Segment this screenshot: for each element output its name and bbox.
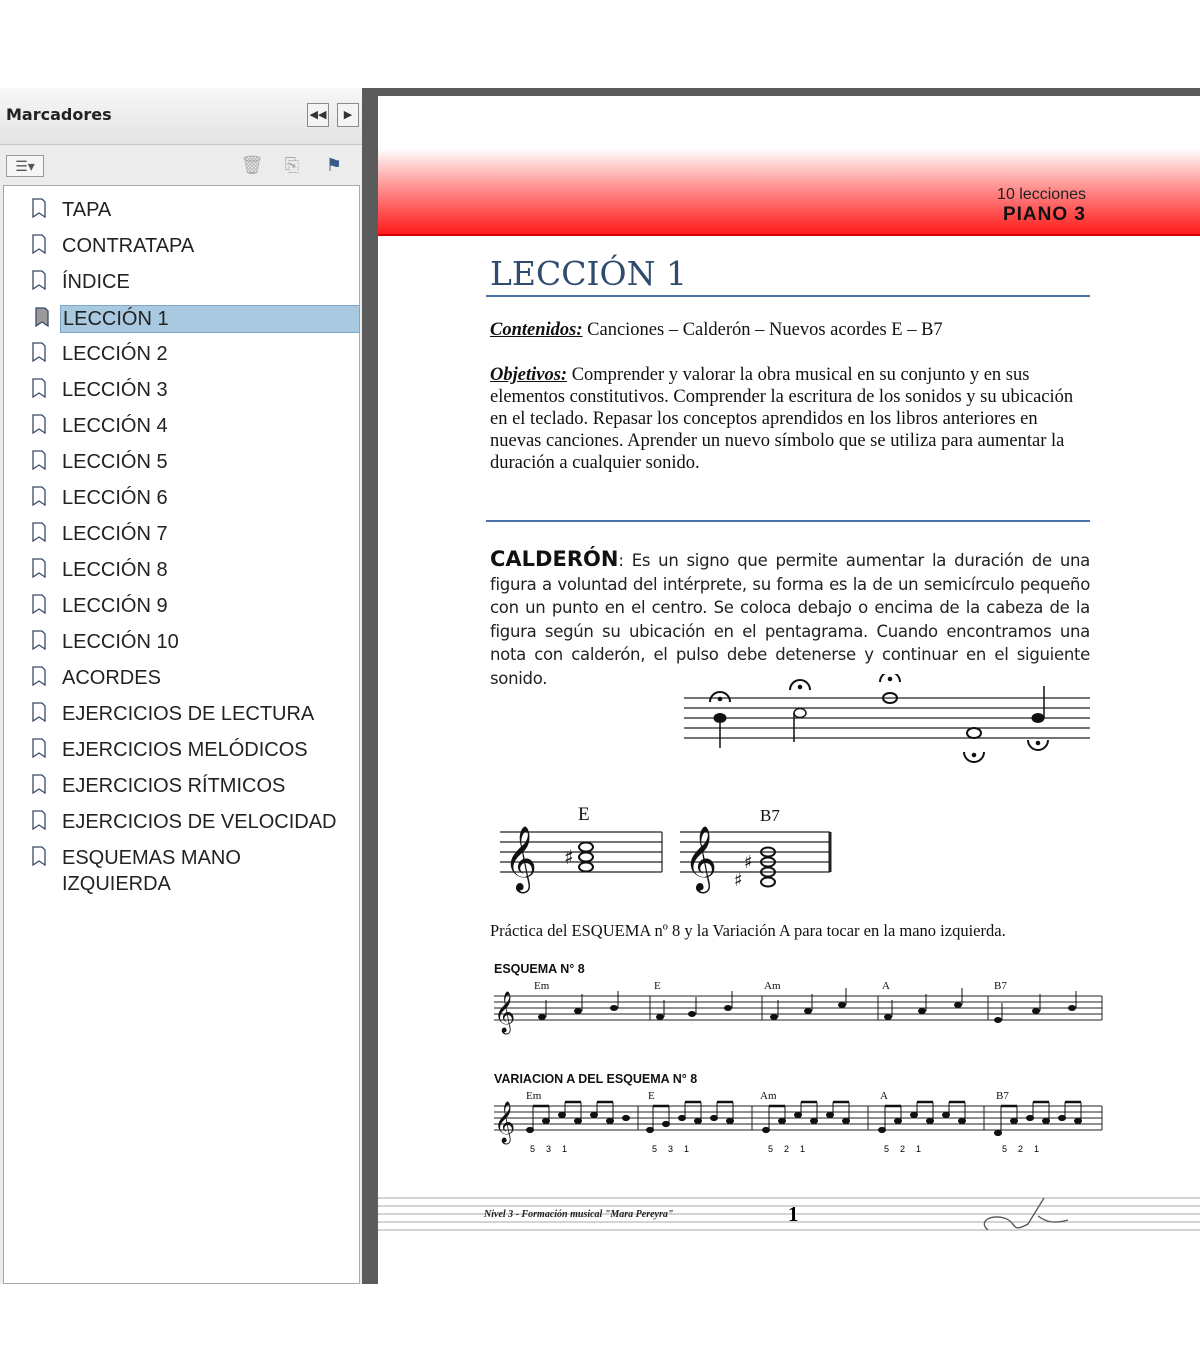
calderon-text: : Es un signo que permite aumentar la duración de una figura a voluntad del intérprete, su forma es la de un semicírculo pequeño con un punto en el centro. Se coloca debajo o encima de la cabeza de la figura según su ubicación en el pentagrama. Cuando encontramos una nota con calderón, el pulso debe detenerse y continuar en el siguiente sonido. (490, 551, 1090, 688)
bookmark-icon (32, 738, 46, 758)
bookmark-item[interactable] (32, 485, 172, 511)
variacion-title: VARIACION A DEL ESQUEMA N° 8 (494, 1072, 698, 1086)
bookmark-label: LECCIÓN 1 (63, 308, 169, 330)
bookmark-item[interactable] (32, 341, 172, 367)
esquema-title: ESQUEMA N° 8 (494, 962, 585, 976)
bookmark-item[interactable] (32, 377, 172, 403)
bookmark-label: EJERCICIOS MELÓDICOS (62, 739, 308, 761)
contenidos-paragraph (490, 320, 943, 341)
bookmark-item[interactable] (60, 305, 360, 333)
bookmark-label: LECCIÓN 10 (62, 631, 179, 653)
bookmark-icon (32, 270, 46, 290)
bookmark-icon (32, 486, 46, 506)
fingering-number: 5 (884, 1144, 890, 1154)
svg-text:𝄞: 𝄞 (494, 992, 516, 1033)
bookmarks-toolbar (0, 145, 362, 185)
bookmark-label: EJERCICIOS DE VELOCIDAD (62, 811, 337, 833)
bookmark-icon (32, 594, 46, 614)
bookmark-item[interactable] (32, 737, 312, 763)
svg-text:𝄞: 𝄞 (684, 826, 718, 891)
bookmark-icon (32, 378, 46, 398)
fingering-number: 5 (1002, 1144, 1008, 1154)
esquema-staff (490, 978, 1110, 1044)
footer-credit: Nivel 3 - Formación musical "Mara Pereyra" (484, 1209, 674, 1220)
variacion-chord-a: A (880, 1090, 888, 1102)
esquema-chord-am: Am (764, 980, 781, 992)
bookmark-icon (32, 558, 46, 578)
practica-text: Práctica del ESQUEMA nº 8 y la Variación A para tocar en la mano izquierda. (490, 921, 1006, 940)
esquema-chord-em: Em (534, 980, 550, 992)
bookmark-label: TAPA (62, 199, 112, 221)
bookmark-icon (32, 702, 46, 722)
pdf-page (378, 96, 1200, 1284)
bookmarks-header (0, 88, 362, 145)
bookmark-icon (32, 774, 46, 794)
bookmark-item[interactable] (32, 269, 134, 295)
calderon-label: CALDERÓN (490, 547, 619, 571)
svg-text:♯: ♯ (734, 870, 743, 891)
bookmark-icon (32, 810, 46, 830)
variacion-chord-em: Em (526, 1090, 542, 1102)
esquema-chord-e: E (654, 980, 661, 992)
panel-splitter[interactable] (362, 88, 378, 1284)
variacion-chord-e: E (648, 1090, 655, 1102)
chord-e-label: E (578, 804, 590, 825)
fingering-number: 3 (546, 1144, 552, 1154)
objetivos-label: Objetivos: (490, 365, 568, 385)
lesson-title: LECCIÓN 1 (490, 254, 687, 293)
bookmark-label: ÍNDICE (62, 271, 130, 293)
fingering-number: 2 (1018, 1144, 1024, 1154)
bookmark-icon (32, 630, 46, 650)
esquema-chord-b7: B7 (994, 980, 1007, 992)
fingering-number: 5 (652, 1144, 658, 1154)
options-menu-icon[interactable]: ☰▾ (6, 155, 44, 177)
bookmark-label: LECCIÓN 6 (62, 487, 168, 509)
esquema-chord-a: A (882, 980, 890, 992)
bookmark-item[interactable] (32, 629, 183, 655)
bookmark-label: EJERCICIOS RÍTMICOS (62, 775, 286, 797)
chord-staves (496, 802, 846, 902)
bookmarks-panel (0, 88, 362, 1284)
bookmark-icon (32, 450, 46, 470)
variacion-chord-am: Am (760, 1090, 777, 1102)
bookmark-icon (32, 846, 46, 866)
bookmark-item[interactable] (32, 773, 289, 799)
bookmark-icon (35, 307, 49, 327)
new-bookmark-icon[interactable]: ⎘ (284, 155, 300, 175)
bookmark-label: LECCIÓN 7 (62, 523, 168, 545)
svg-text:♯: ♯ (744, 852, 753, 873)
fingering-number: 1 (684, 1144, 690, 1154)
page-banner (378, 96, 1200, 236)
page-number: 1 (788, 1202, 799, 1226)
bookmark-item[interactable] (32, 233, 198, 259)
calderon-paragraph (490, 548, 1090, 690)
bookmark-item[interactable] (32, 845, 359, 895)
bookmark-item[interactable] (32, 413, 172, 439)
fingering-number: 1 (800, 1144, 806, 1154)
collapse-panel-icon[interactable]: ◀◀ (307, 103, 329, 127)
bookmark-icon (32, 666, 46, 686)
fingering-number: 5 (530, 1144, 536, 1154)
section-rule (486, 520, 1090, 522)
bookmark-label: LECCIÓN 4 (62, 415, 168, 437)
bookmark-label: ESQUEMAS MANO IZQUIERDA (62, 847, 241, 895)
fingering-number: 1 (916, 1144, 922, 1154)
bookmark-label: LECCIÓN 3 (62, 379, 168, 401)
objetivos-paragraph (490, 364, 1090, 474)
objetivos-text: Comprender y valorar la obra musical en su conjunto y en sus elementos constitutivos. Comprender la escritura de los sonidos y su ubicación en el teclado. Repasar los conceptos aprendidos en los libros anteriores en nuevas canciones. Aprender un nuevo símbolo que se utiliza para aumentar la duración a cualquier sonido. (490, 365, 1074, 473)
bookmark-icon (32, 522, 46, 542)
viewer-frame (362, 88, 1200, 96)
contenidos-text: Canciones – Calderón – Nuevos acordes E – B7 (582, 320, 943, 340)
bookmark-settings-icon[interactable]: ⚑ (325, 155, 343, 175)
chord-b7-label: B7 (760, 806, 780, 825)
bookmark-icon (32, 234, 46, 254)
svg-text:𝄞: 𝄞 (504, 826, 538, 891)
fingering-number: 1 (1034, 1144, 1040, 1154)
bookmark-item[interactable] (32, 449, 172, 475)
contenidos-label: Contenidos: (490, 320, 583, 340)
variacion-chord-b7: B7 (996, 1090, 1009, 1102)
fingering-number: 1 (562, 1144, 568, 1154)
bookmark-list (3, 185, 360, 1284)
fermata-example-staff (678, 674, 1098, 774)
banner-title: PIANO 3 (1002, 204, 1086, 225)
fingering-number: 5 (768, 1144, 774, 1154)
bookmark-label: LECCIÓN 2 (62, 343, 168, 365)
bookmark-item[interactable] (32, 665, 165, 691)
svg-text:𝄞: 𝄞 (494, 1102, 516, 1143)
bookmark-label: ACORDES (62, 667, 161, 689)
bookmark-item[interactable] (32, 701, 318, 727)
bookmark-label: LECCIÓN 5 (62, 451, 168, 473)
bookmark-label: LECCIÓN 8 (62, 559, 168, 581)
fingering-number: 2 (784, 1144, 790, 1154)
bookmark-icon (32, 198, 46, 218)
bookmark-label: CONTRATAPA (62, 235, 195, 257)
delete-bookmark-icon[interactable]: 🗑 (240, 155, 264, 175)
fingering-number: 2 (900, 1144, 906, 1154)
bookmark-item[interactable] (32, 557, 172, 583)
bookmark-item[interactable] (32, 593, 172, 619)
expand-panel-icon[interactable]: ▶ (337, 103, 359, 127)
bookmark-item[interactable] (32, 521, 172, 547)
bookmark-label: LECCIÓN 9 (62, 595, 168, 617)
fingering-number: 3 (668, 1144, 674, 1154)
bookmark-icon (32, 342, 46, 362)
bookmark-label: EJERCICIOS DE LECTURA (62, 703, 315, 725)
bookmarks-title: Marcadores (6, 105, 112, 124)
bookmark-item[interactable] (32, 197, 115, 223)
bookmark-item[interactable] (32, 809, 341, 835)
bookmark-icon (32, 414, 46, 434)
title-rule (486, 295, 1090, 297)
svg-text:♯: ♯ (564, 845, 574, 869)
banner-subtitle: 10 lecciones (997, 186, 1086, 203)
